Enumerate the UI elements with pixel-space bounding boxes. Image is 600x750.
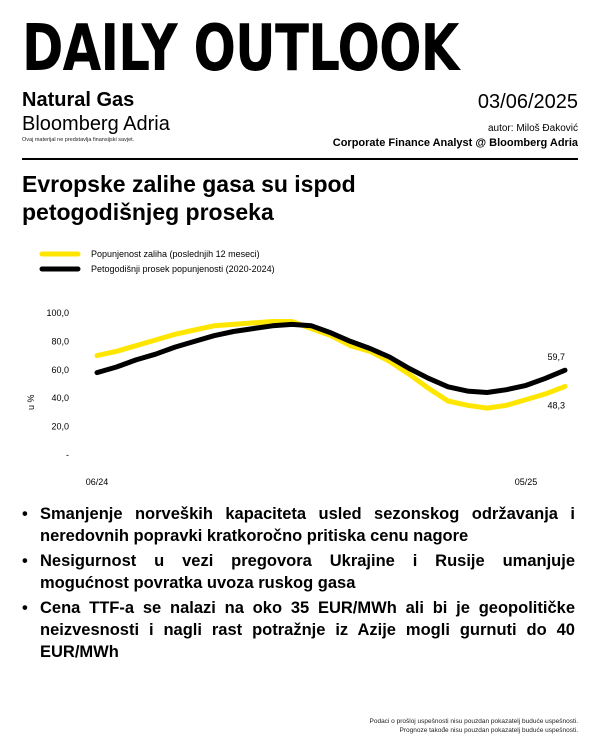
y-tick-label-1: 100,0	[46, 308, 69, 318]
key-point-text: Nesigurnost u vezi pregovora Ukrajine i Rusije umanjuje mogućnost povratka uvoza ruskog gasa	[40, 552, 575, 592]
author-line: autor: Miloš Đaković	[487, 123, 578, 134]
key-point-3	[22, 597, 575, 663]
headline-line-1: Evropske zalihe gasa su ispod	[22, 171, 356, 197]
key-points-list	[22, 503, 575, 666]
bullet-icon: •	[22, 599, 28, 617]
y-axis	[26, 308, 69, 460]
storage-line-chart	[0, 240, 600, 495]
brand-name: Bloomberg Adria	[22, 113, 170, 135]
y-tick-label-3: 60,0	[51, 364, 69, 375]
footer-disclaimer	[370, 717, 579, 735]
end-label-1: 48,3	[547, 400, 565, 411]
x-tick-label-2: 05/25	[514, 477, 538, 487]
footer-line-1: Podaci o prošloj uspešnosti nisu pouzdan pokazatelj buduće uspešnosti.	[369, 718, 578, 725]
y-axis-label: u %	[26, 394, 36, 410]
y-tick-label-6: -	[66, 450, 69, 460]
key-point-1	[22, 503, 575, 547]
headline	[22, 170, 582, 226]
legend-label-1: Popunjenost zaliha (poslednjih 12 meseci)	[91, 249, 260, 259]
author-role: Corporate Finance Analyst @ Bloomberg Adria	[332, 137, 578, 149]
header-divider	[22, 158, 578, 160]
y-tick-label-5: 20,0	[51, 421, 69, 432]
page-title: DAILY OUTLOOK	[22, 12, 459, 86]
footer-line-2: Prognoze takođe nisu pouzdan pokazatelj buduće uspešnosti.	[399, 727, 578, 734]
y-tick-label-4: 40,0	[51, 393, 69, 404]
bullet-icon: •	[22, 552, 28, 570]
advice-disclaimer: Ovaj materijal ne predstavlja finansijski savjet.	[22, 137, 135, 143]
end-label-2: 59,7	[547, 352, 565, 363]
bullet-icon: •	[22, 505, 28, 523]
y-tick-label-2: 80,0	[51, 336, 69, 347]
x-axis	[86, 477, 538, 487]
chart-legend	[42, 249, 275, 274]
key-point-2	[22, 550, 575, 594]
chart-series	[97, 322, 565, 409]
key-point-text: Cena TTF-a se nalazi na oko 35 EUR/MWh ali bi je geopolitičke neizvesnosti i nagli rast potražnje iz Azije mogli gurnuti do 40 EUR/MWh	[40, 599, 575, 661]
series-end-labels	[547, 352, 565, 410]
legend-label-2: Petogodišnji prosek popunjenosti (2020-2024)	[91, 264, 275, 274]
headline-line-2: petogodišnjeg proseka	[22, 199, 274, 225]
key-point-text: Smanjenje norveških kapaciteta usled sezonskog održavanja i neredovnih popravki kratkoročno pritiska cenu nagore	[40, 505, 575, 545]
x-tick-label-1: 06/24	[85, 477, 109, 487]
report-date: 03/06/2025	[477, 91, 578, 113]
product-name: Natural Gas	[22, 89, 135, 111]
